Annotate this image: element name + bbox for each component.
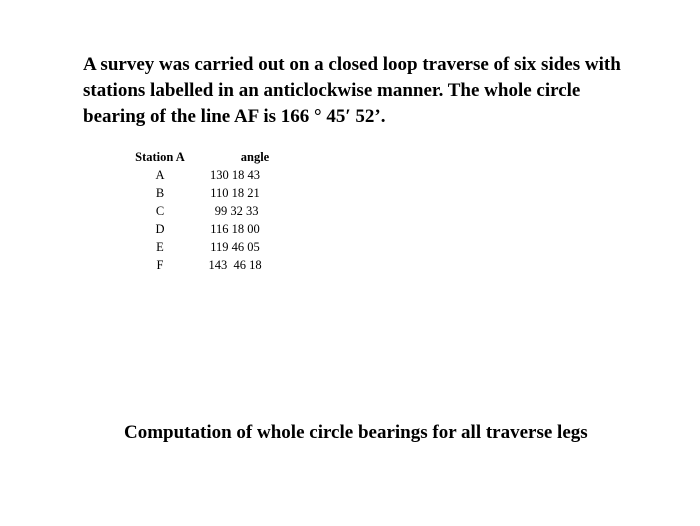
station-cell: B <box>155 186 165 200</box>
station-cell: E <box>156 240 164 254</box>
station-angle-table <box>125 148 315 274</box>
problem-statement: A survey was carried out on a closed loop traverse of six sides with stations labelled in an anticlockwise manner. The whole circle bearing of the line AF is 166 ° 45′ 52’. <box>83 54 621 127</box>
header-station: Station A <box>135 150 185 164</box>
table-row <box>125 166 315 184</box>
angle-cell: 143 46 18 <box>208 258 262 272</box>
angle-cell: 110 18 21 <box>210 186 260 200</box>
angle-cell: 116 18 00 <box>210 222 260 236</box>
table-header-row <box>125 148 315 166</box>
station-cell: D <box>155 222 165 236</box>
computation-heading: Computation of whole circle bearings for all traverse legs <box>124 422 588 443</box>
angle-cell: 119 46 05 <box>210 240 260 254</box>
station-cell: F <box>156 258 164 272</box>
angle-cell: 99 32 33 <box>211 204 259 218</box>
table-row <box>125 256 315 274</box>
table-row <box>125 238 315 256</box>
angle-cell: 130 18 43 <box>210 168 260 182</box>
station-cell: A <box>155 168 165 182</box>
table-row <box>125 220 315 238</box>
table-row <box>125 184 315 202</box>
station-cell: C <box>155 204 165 218</box>
table-row <box>125 202 315 220</box>
header-angle: angle <box>240 150 270 164</box>
